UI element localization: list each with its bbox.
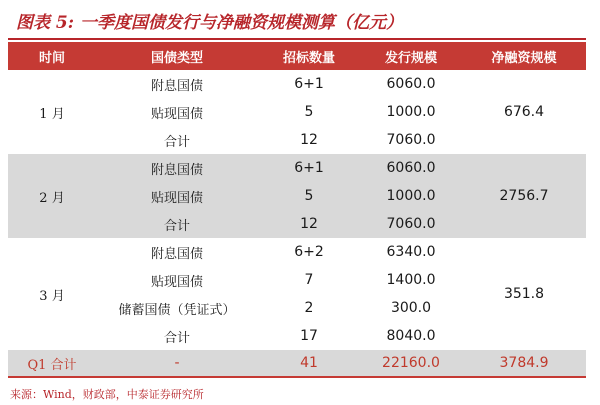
type-cell: 贴现国债 (96, 182, 258, 210)
type-cell: 储蓄国债（凭证式） (118, 302, 236, 318)
type-cell: 合计 (163, 134, 190, 150)
count-cell: 6+1 (258, 154, 360, 182)
table-row (8, 70, 586, 98)
total-row (8, 350, 586, 376)
count-cell: 12 (300, 132, 318, 148)
month-cell: 3 月 (39, 288, 65, 304)
type-cell: 附息国债 (150, 246, 203, 262)
amount-cell: 1000.0 (360, 182, 462, 210)
count-cell: 2 (304, 300, 314, 316)
table-row (8, 238, 586, 266)
amount-cell: 7060.0 (386, 132, 436, 148)
amount-cell: 6340.0 (386, 244, 436, 260)
header-net: 净融资规模 (462, 42, 586, 70)
total-net: 3784.9 (462, 350, 586, 376)
type-cell: 合计 (96, 210, 258, 238)
figure (8, 10, 586, 402)
table-row (8, 154, 586, 182)
header-time: 时间 (8, 42, 96, 70)
net-cell: 351.8 (503, 286, 545, 302)
count-cell: 6+2 (294, 244, 324, 260)
type-cell: 贴现国债 (150, 106, 203, 122)
total-count: 41 (258, 350, 360, 376)
header-type: 国债类型 (96, 42, 258, 70)
table-bottom-divider (8, 376, 586, 378)
net-cell: 676.4 (503, 104, 545, 120)
type-cell: 附息国债 (150, 78, 203, 94)
total-label: Q1 合计 (8, 350, 96, 376)
total-amount: 22160.0 (360, 350, 462, 376)
header-row (8, 42, 586, 70)
count-cell: 6+1 (294, 76, 324, 92)
amount-cell: 6060.0 (360, 154, 462, 182)
net-cell: 2756.7 (462, 154, 586, 238)
issuance-table (8, 42, 586, 376)
count-cell: 5 (258, 182, 360, 210)
count-cell: 12 (258, 210, 360, 238)
header-amount: 发行规模 (360, 42, 462, 70)
total-type: - (96, 350, 258, 376)
count-cell: 7 (304, 272, 314, 288)
month-cell: 2 月 (8, 154, 96, 238)
month-cell: 1 月 (39, 106, 65, 122)
count-cell: 5 (304, 104, 314, 120)
header-count: 招标数量 (258, 42, 360, 70)
amount-cell: 8040.0 (386, 328, 436, 344)
count-cell: 17 (300, 328, 318, 344)
amount-cell: 1000.0 (386, 104, 436, 120)
amount-cell: 1400.0 (386, 272, 436, 288)
type-cell: 贴现国债 (150, 274, 203, 290)
figure-title: 图表 5: 一季度国债发行与净融资规模测算（亿元） (16, 13, 403, 33)
source-note: 来源：Wind，财政部，中泰证券研究所 (10, 388, 204, 401)
amount-cell: 300.0 (390, 300, 432, 316)
amount-cell: 6060.0 (386, 76, 436, 92)
amount-cell: 7060.0 (360, 210, 462, 238)
title-divider (8, 38, 586, 40)
type-cell: 合计 (163, 330, 190, 346)
type-cell: 附息国债 (96, 154, 258, 182)
